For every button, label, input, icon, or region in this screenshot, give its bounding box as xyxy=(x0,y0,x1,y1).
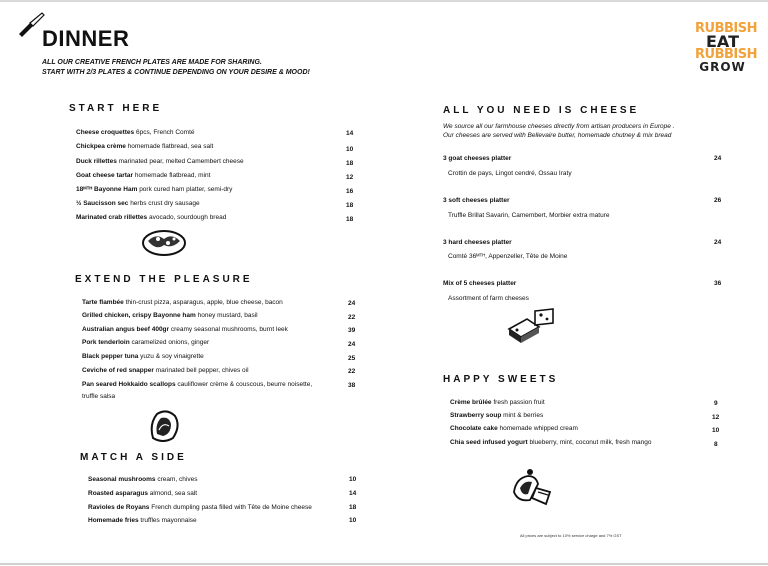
cheese-desc-line: Our cheeses are served with Bellevaire butter, homemade chutney & mix bread xyxy=(443,132,672,139)
menu-item xyxy=(76,143,213,151)
item-desc: avocado, sourdough bread xyxy=(147,214,227,221)
item-desc: mint & berries xyxy=(501,412,544,419)
intro-line: START WITH 2/3 PLATES & CONTINUE DEPENDING ON YOUR DESIRE & MOOD! xyxy=(42,69,310,76)
item-name: Duck rillettes xyxy=(76,158,117,165)
item-price: 39 xyxy=(348,327,356,334)
item-price: 10 xyxy=(349,476,357,483)
item-desc: 6pcs, French Comté xyxy=(134,129,195,136)
section-heading-sweets: HAPPY SWEETS xyxy=(443,374,559,385)
bottom-border xyxy=(0,563,768,565)
item-price: 22 xyxy=(348,368,356,375)
item-desc: caramelized onions, ginger xyxy=(129,339,210,346)
item-name: 18ᴹᵀᴴ Bayonne Ham xyxy=(76,186,138,193)
logo-line: GROW xyxy=(699,60,746,74)
menu-item xyxy=(82,381,312,389)
menu-item xyxy=(82,339,209,347)
item-desc: homemade flatbread, mint xyxy=(133,172,211,179)
brand-logo xyxy=(695,21,757,74)
item-subtext: Comté 36ᴹᵀᴴ, Appenzeller, Tête de Moine xyxy=(448,253,568,260)
item-price: 36 xyxy=(714,280,722,287)
item-desc: cauliflower crème & couscous, beurre noisette, xyxy=(175,381,313,388)
item-price: 14 xyxy=(346,130,354,137)
item-name: 3 soft cheeses platter xyxy=(443,197,510,204)
item-name: Tarte flambée xyxy=(82,299,124,306)
item-desc-continuation: truffle salsa xyxy=(82,393,116,400)
menu-item xyxy=(88,476,197,484)
item-name: Crème brûlée xyxy=(450,399,492,406)
top-border xyxy=(0,0,768,2)
item-price: 12 xyxy=(712,414,720,421)
menu-item xyxy=(443,155,511,163)
item-name: Pan seared Hokkaido scallops xyxy=(82,381,176,388)
item-desc: fresh passion fruit xyxy=(491,399,545,406)
cheese-illustration xyxy=(505,305,557,343)
menu-item xyxy=(443,280,516,288)
item-desc: homemade flatbread, sea salt xyxy=(125,143,214,150)
item-name: Australian angus beef 400gr xyxy=(82,326,170,333)
item-subtext: Crottin de pays, Lingot cendré, Ossau Iraty xyxy=(448,170,572,177)
item-price: 24 xyxy=(348,341,356,348)
item-price: 10 xyxy=(349,517,357,524)
item-name: ½ Saucisson sec xyxy=(76,200,129,207)
item-desc: homemade whipped cream xyxy=(497,425,578,432)
item-price: 24 xyxy=(714,155,722,162)
item-name: Homemade fries xyxy=(88,517,139,524)
item-price: 26 xyxy=(714,197,722,204)
menu-item xyxy=(88,517,197,525)
item-name: 3 goat cheeses platter xyxy=(443,155,512,162)
cheese-description xyxy=(443,122,674,140)
item-price: 25 xyxy=(348,355,356,362)
item-name: Chia seed infused yogurt xyxy=(450,439,528,446)
item-name: Marinated crab rillettes xyxy=(76,214,148,221)
menu-item xyxy=(443,197,509,205)
item-name: Seasonal mushrooms xyxy=(88,476,156,483)
section-heading-cheese: ALL YOU NEED IS CHEESE xyxy=(443,105,640,116)
item-desc: honey mustard, basil xyxy=(195,312,258,319)
item-subtext: Truffle Brillat Savarin, Camembert, Morbier extra mature xyxy=(448,212,610,219)
menu-item xyxy=(82,367,249,375)
logo-line: RUBBISH xyxy=(695,47,757,62)
item-desc: almond, sea salt xyxy=(147,490,198,497)
item-price: 18 xyxy=(346,216,354,223)
menu-item xyxy=(82,312,258,320)
item-price: 38 xyxy=(348,382,356,389)
menu-item xyxy=(450,399,545,407)
item-desc: blueberry, mint, coconut milk, fresh mango xyxy=(527,439,652,446)
logo-line: EAT xyxy=(706,32,739,51)
item-desc: yuzu & soy vinaigrette xyxy=(138,353,204,360)
section-heading-extend: EXTEND THE PLEASURE xyxy=(75,274,253,285)
item-price: 9 xyxy=(714,400,718,407)
item-price: 12 xyxy=(346,174,354,181)
item-name: Ravioles de Royans xyxy=(88,504,150,511)
item-desc: French dumpling pasta filled with Tête de Moine cheese xyxy=(149,504,312,511)
dessert-illustration xyxy=(510,466,554,508)
oyster-illustration xyxy=(140,227,188,259)
item-price: 18 xyxy=(349,504,357,511)
item-desc: marinated bell pepper, chives oil xyxy=(153,367,249,374)
item-subtext: Assortment of farm cheeses xyxy=(448,295,529,302)
item-desc: truffles mayonnaise xyxy=(138,517,197,524)
item-name: Cheese croquettes xyxy=(76,129,135,136)
item-name: Mix of 5 cheeses platter xyxy=(443,280,517,287)
menu-item xyxy=(76,129,195,137)
item-name: Goat cheese tartar xyxy=(76,172,134,179)
item-price: 24 xyxy=(714,239,722,246)
footnote: All prices are subject to 10% service charge and 7% GST xyxy=(520,533,622,538)
menu-item xyxy=(450,412,543,420)
menu-item xyxy=(82,353,204,361)
menu-title: DINNER xyxy=(42,26,130,51)
item-name: Pork tenderloin xyxy=(82,339,130,346)
menu-item xyxy=(88,490,197,498)
item-price: 22 xyxy=(348,314,356,321)
item-price: 16 xyxy=(346,188,354,195)
item-desc: pork cured ham platter, semi-dry xyxy=(137,186,233,193)
item-name: Roasted asparagus xyxy=(88,490,148,497)
menu-item xyxy=(88,504,312,512)
scallop-illustration xyxy=(147,408,181,444)
item-desc: marinated pear, melted Camembert cheese xyxy=(116,158,244,165)
intro-line: ALL OUR CREATIVE FRENCH PLATES ARE MADE FOR SHARING. xyxy=(42,59,262,66)
item-desc: cream, chives xyxy=(155,476,198,483)
section-heading-start: START HERE xyxy=(69,103,163,114)
item-desc: thin-crust pizza, asparagus, apple, blue cheese, bacon xyxy=(123,299,283,306)
intro-text xyxy=(42,58,310,78)
item-price: 24 xyxy=(348,300,356,307)
logo-line: RUBBISH xyxy=(695,21,757,36)
item-name: Black pepper tuna xyxy=(82,353,139,360)
section-heading-side: MATCH A SIDE xyxy=(80,452,187,463)
menu-item xyxy=(450,439,651,447)
menu-item xyxy=(443,239,512,247)
item-name: Strawberry soup xyxy=(450,412,502,419)
menu-item xyxy=(76,172,210,180)
item-name: Ceviche of red snapper xyxy=(82,367,154,374)
menu-item xyxy=(450,425,578,433)
item-name: Chickpea crème xyxy=(76,143,126,150)
item-price: 14 xyxy=(349,490,357,497)
menu-item xyxy=(82,326,288,334)
item-price: 18 xyxy=(346,160,354,167)
item-name: Grilled chicken, crispy Bayonne ham xyxy=(82,312,196,319)
item-price: 8 xyxy=(714,441,718,448)
item-price: 10 xyxy=(346,146,354,153)
menu-item xyxy=(76,158,244,166)
item-desc: herbs crust dry sausage xyxy=(128,200,200,207)
cheese-desc-line: We source all our farmhouse cheeses directly from artisan producers in Europe . xyxy=(443,123,675,130)
item-name: Chocolate cake xyxy=(450,425,498,432)
menu-item xyxy=(76,200,200,208)
item-name: 3 hard cheeses platter xyxy=(443,239,512,246)
menu-item xyxy=(82,299,283,307)
item-price: 18 xyxy=(346,202,354,209)
item-price: 10 xyxy=(712,427,720,434)
item-desc: creamy seasonal mushrooms, burnt leek xyxy=(169,326,288,333)
menu-item xyxy=(76,186,232,194)
menu-item xyxy=(76,214,226,222)
